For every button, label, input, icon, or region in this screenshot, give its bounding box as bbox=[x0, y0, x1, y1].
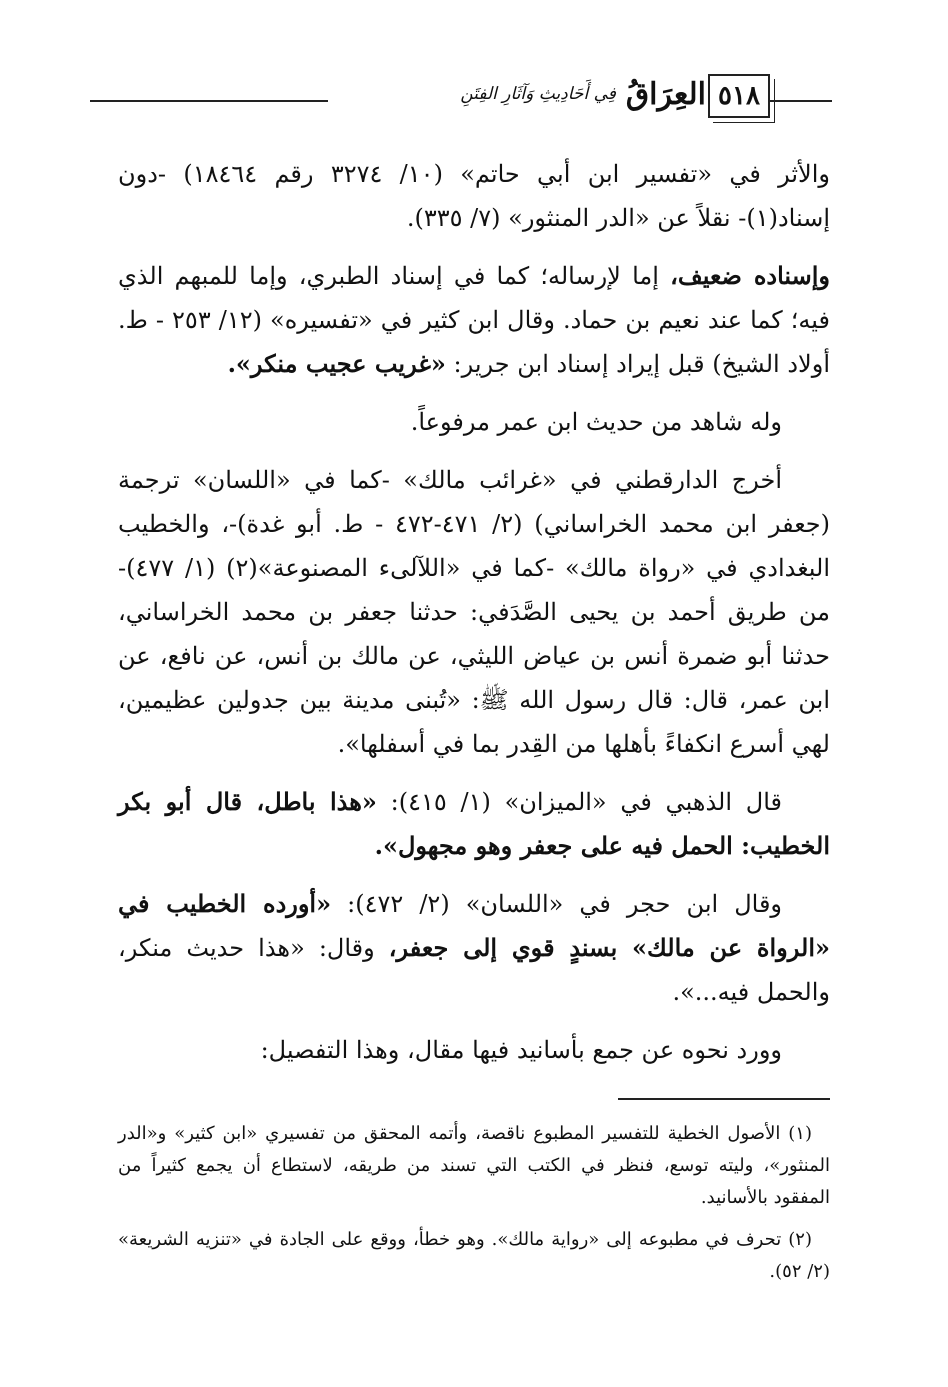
book-title-sub: فِي أَحَادِيثِ وَآثَارِ الفِتَنِ bbox=[460, 84, 616, 104]
paragraph-6 bbox=[118, 882, 830, 1014]
footnote-2: (٢) تحرف في مطبوعه إلى «رواية مالك». وهو خطأ، ووقع على الجادة في «تنزيه الشريعة» (٢/ ٥٢). bbox=[118, 1229, 830, 1282]
paragraph-5 bbox=[118, 780, 830, 868]
paragraph-3: وله شاهد من حديث ابن عمر مرفوعاً. bbox=[410, 408, 782, 436]
book-title-main: العِرَاقُ bbox=[625, 76, 706, 112]
book-title bbox=[336, 70, 706, 118]
paragraph-7: وورد نحوه عن جمع بأسانيد فيها مقال، وهذا التفصيل: bbox=[260, 1036, 782, 1064]
header-rule-left bbox=[90, 100, 328, 102]
paragraph-2-text: إما لإرساله؛ كما في إسناد الطبري، وإما للمبهم الذي فيه؛ كما عند نعيم بن حماد. وقال ابن كثير في «تفسيره» (١٢/ ٢٥٣ - ط. أولاد الشيخ) قبل إيراد إسناد ابن جرير: bbox=[118, 262, 830, 378]
paragraph-6-text: وقال ابن حجر في «اللسان» (٢/ ٤٧٢): bbox=[331, 890, 783, 918]
header-rule-right bbox=[768, 100, 832, 102]
paragraph-6-tail: وقال: «هذا حديث منكر، والحمل فيه...». bbox=[118, 934, 830, 1006]
paragraph-5-quote: «هذا باطل، قال أبو بكر الخطيب: الحمل فيه على جعفر وهو مجهول». bbox=[118, 787, 830, 860]
paragraph-2 bbox=[118, 254, 830, 386]
footnotes bbox=[118, 1118, 830, 1298]
paragraph-6-quote: «أورده الخطيب في «الرواة عن مالك» بسندٍ قوي إلى جعفر، bbox=[118, 889, 830, 962]
paragraph-2-lead: وإسناده ضعيف، bbox=[670, 261, 831, 290]
footnote-separator bbox=[618, 1098, 830, 1100]
footnote-1: (١) الأصول الخطية للتفسير المطبوع ناقصة، وأتمه المحقق من تفسيري «ابن كثير» و«الدر المنثور»، وليته توسع، فنظر في الكتب التي تسند من طريقه، لاستطاع أن يجمع كثيراً من المفقود بالأسانيد. bbox=[118, 1123, 830, 1208]
paragraph-4: أخرج الدارقطني في «غرائب مالك» -كما في «اللسان» ترجمة (جعفر ابن محمد الخراساني) (٢/ ٤٧١-٤٧٢ - ط. أبو غدة)-، والخطيب البغدادي في «رواة مالك» -كما في «اللآلىء المصنوعة»(٢) (١/ ٤٧٧)- من طريق أحمد بن يحيى الصَّدَفي: حدثنا جعفر بن محمد الخراساني، حدثنا أبو ضمرة أنس بن عياض الليثي، عن مالك بن أنس، عن نافع، عن ابن عمر، قال: قال رسول الله ﷺ: «تُبنى مدينة بين جدولين عظيمين، لهي أسرع انكفاءً بأهلها من القِدر بما في أسفلها». bbox=[118, 466, 831, 758]
paragraph-5-text: قال الذهبي في «الميزان» (١/ ٤١٥): bbox=[376, 788, 782, 816]
paragraph-2-quote: «غريب عجيب منكر». bbox=[227, 349, 446, 378]
paragraph-1: والأثر في «تفسير ابن أبي حاتم» (١٠/ ٣٢٧٤ رقم ١٨٤٦٤) -دون إسناد(١)- نقلاً عن «الدر المنثور» (٧/ ٣٣٥). bbox=[118, 160, 830, 232]
main-text bbox=[118, 152, 830, 1086]
running-header bbox=[90, 62, 832, 132]
page-number: ٥١٨ bbox=[708, 74, 770, 118]
